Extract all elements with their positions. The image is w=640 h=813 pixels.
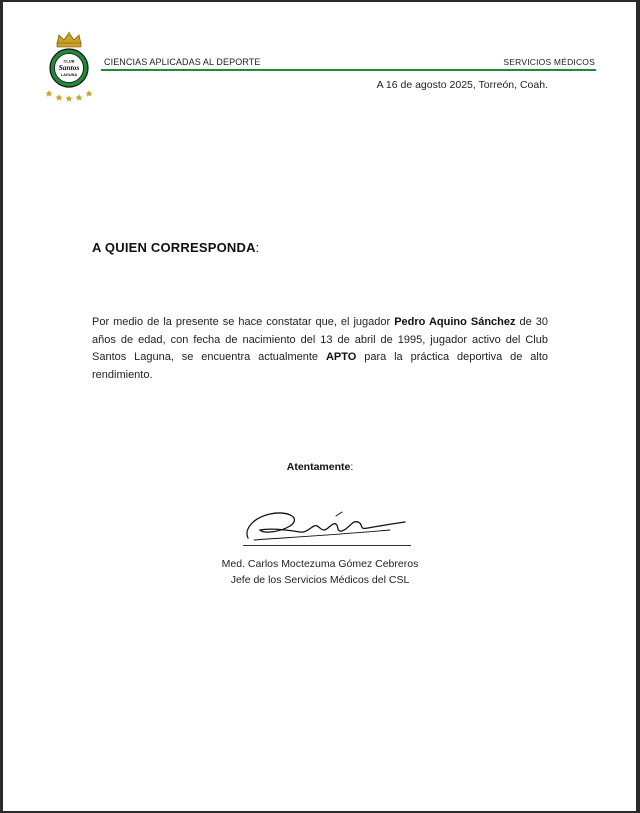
date-line: A 16 de agosto 2025, Torreón, Coah. <box>376 79 548 91</box>
salutation-colon: : <box>255 240 260 255</box>
signer-block <box>0 556 640 588</box>
crown-icon <box>57 32 81 47</box>
svg-text:LAGUNA: LAGUNA <box>60 73 78 77</box>
body-part2: de 30 años de edad, con fecha de nacimiento del 13 de abril de 1995, jugador activo del Club Santos Laguna, se encuentra actualmente <box>92 316 548 363</box>
fitness-status: APTO <box>325 351 357 363</box>
handwritten-signature <box>240 500 410 550</box>
body-part1: Por medio de la presente se hace constatar que, el jugador <box>92 316 395 328</box>
signature-line <box>243 545 411 546</box>
salutation <box>92 240 259 255</box>
service-label: SERVICIOS MÉDICOS <box>503 57 595 67</box>
player-name: Pedro Aquino Sánchez <box>394 316 516 328</box>
body-part3: para la práctica deportiva de alto rendimiento. <box>92 351 548 381</box>
department-label: CIENCIAS APLICADAS AL DEPORTE <box>104 57 261 67</box>
salutation-text: A QUIEN CORRESPONDA <box>92 240 256 255</box>
closing-colon: : <box>350 461 354 473</box>
header-divider <box>101 69 596 71</box>
svg-text:CLUB: CLUB <box>63 58 75 64</box>
closing-text: Atentamente <box>286 461 351 473</box>
stars-icon <box>45 90 92 102</box>
closing <box>0 461 640 473</box>
club-santos-laguna-logo <box>43 30 95 102</box>
signer-name: Med. Carlos Moctezuma Gómez Cebreros <box>221 558 419 570</box>
svg-text:Santos: Santos <box>58 63 80 72</box>
signer-title: Jefe de los Servicios Médicos del CSL <box>230 574 410 586</box>
certificate-body <box>92 314 548 384</box>
